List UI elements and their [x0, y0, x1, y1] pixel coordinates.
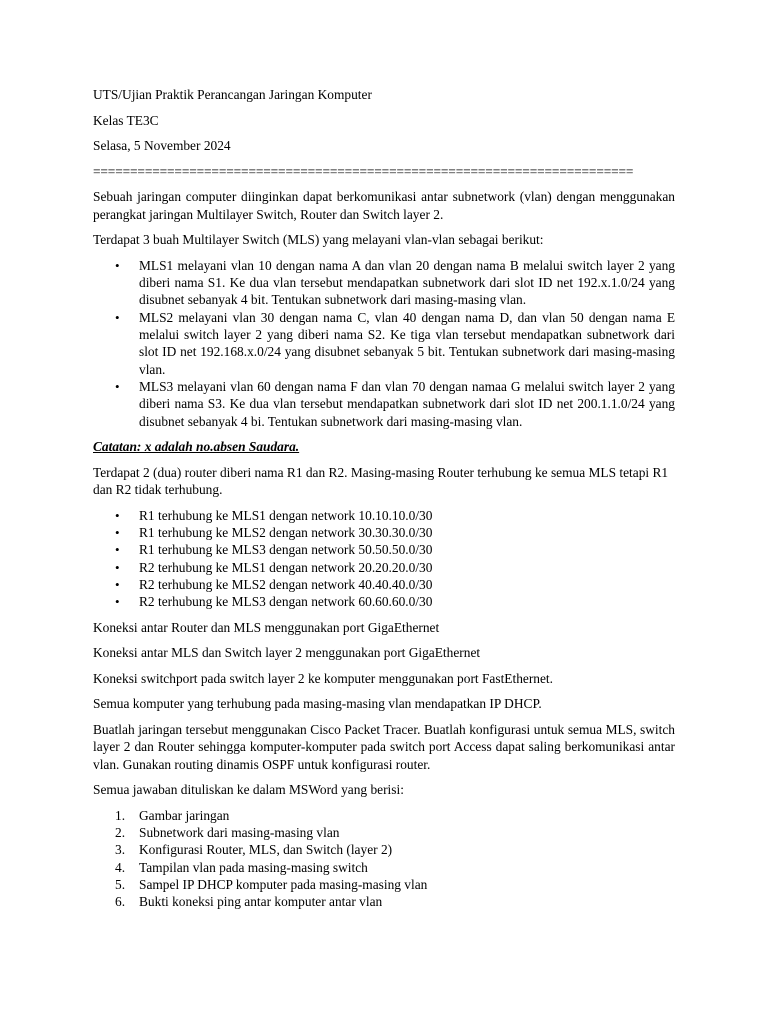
class-label: Kelas TE3C — [93, 112, 159, 128]
mls-list — [93, 257, 675, 430]
list-item — [93, 807, 675, 824]
bullet-icon: • — [115, 594, 120, 610]
list-item-text: Bukti koneksi ping antar komputer antar vlan — [139, 894, 383, 910]
list-number: 5. — [115, 877, 126, 893]
list-number: 4. — [115, 859, 126, 875]
list-item — [93, 859, 675, 876]
bullet-icon: • — [115, 507, 120, 523]
document-title: UTS/Ujian Praktik Perancangan Jaringan Komputer — [93, 87, 372, 102]
list-item — [93, 541, 675, 558]
list-number: 2. — [115, 825, 126, 841]
list-item — [93, 876, 675, 893]
list-item-text: Subnetwork dari masing-masing vlan — [139, 825, 340, 841]
list-item — [93, 378, 675, 430]
list-item — [93, 824, 675, 841]
list-item — [93, 507, 675, 524]
mls-intro-paragraph: Terdapat 3 buah Multilayer Switch (MLS) yang melayani vlan-vlan sebagai berikut: — [93, 232, 544, 248]
dhcp-paragraph: Semua komputer yang terhubung pada masing-masing vlan mendapatkan IP DHCP. — [93, 696, 542, 712]
list-item-text: MLS3 melayani vlan 60 dengan nama F dan vlan 70 dengan namaa G melalui switch layer 2 yang diberi nama S3. Ke dua vlan tersebut mendapatkan subnetwork dari slot ID net 200.1.1.0/24 yang disubnet sebanyak 4 bi. Tentukan subnetwork dari masing-masing vlan. — [139, 378, 675, 429]
list-item-text: Sampel IP DHCP komputer pada masing-masing vlan — [139, 877, 428, 893]
bullet-icon: • — [115, 559, 120, 575]
list-item-text: MLS2 melayani vlan 30 dengan nama C, vlan 40 dengan nama D, dan vlan 50 dengan nama E melalui switch layer 2 yang diberi nama S2. Ke tiga vlan tersebut mendapatkan subnetwork dari slot ID net 192.168.x.0/24 yang disubnet sebanyak 5 bit. Tentukan subnetwork dari masing-masing vlan. — [139, 309, 675, 377]
router-intro-paragraph: Terdapat 2 (dua) router diberi nama R1 dan R2. Masing-masing Router terhubung ke semua MLS tetapi R1 dan R2 tidak terhubung. — [93, 464, 669, 498]
bullet-icon: • — [115, 309, 120, 325]
list-item-text: MLS1 melayani vlan 10 dengan nama A dan vlan 20 dengan nama B melalui switch layer 2 yang diberi nama S1. Ke dua vlan tersebut mendapatkan subnetwork dari slot ID net 192.x.1.0/24 yang disubnet sebanyak 4 bit. Tentukan subnetwork dari masing-masing vlan. — [139, 257, 675, 308]
answers-list — [93, 807, 675, 911]
bullet-icon: • — [115, 524, 120, 540]
list-item — [93, 576, 675, 593]
list-item — [93, 841, 675, 858]
list-item-text: Tampilan vlan pada masing-masing switch — [139, 859, 368, 875]
list-number: 6. — [115, 894, 126, 910]
list-item — [93, 309, 675, 378]
list-item-text: R2 terhubung ke MLS3 dengan network 60.60.60.0/30 — [139, 594, 433, 610]
list-item — [93, 593, 675, 610]
separator-line: ========================================================================= — [93, 163, 634, 179]
list-item-text: R1 terhubung ke MLS2 dengan network 30.30.30.0/30 — [139, 524, 433, 540]
list-item-text: Gambar jaringan — [139, 807, 230, 823]
list-item — [93, 524, 675, 541]
list-item-text: R1 terhubung ke MLS3 dengan network 50.50.50.0/30 — [139, 542, 433, 558]
instructions-paragraph: Buatlah jaringan tersebut menggunakan Cisco Packet Tracer. Buatlah konfigurasi untuk semua MLS, switch layer 2 dan Router sehingga komputer-komputer pada switch port Access dapat saling berkomunikasi antar vlan. Gunakan routing dinamis OSPF untuk konfigurasi router. — [93, 722, 675, 772]
switchport-connection: Koneksi switchport pada switch layer 2 ke komputer menggunakan port FastEthernet. — [93, 670, 554, 686]
exam-date: Selasa, 5 November 2024 — [93, 138, 231, 154]
list-item — [93, 257, 675, 309]
list-number: 1. — [115, 807, 126, 823]
bullet-icon: • — [115, 257, 120, 273]
list-item — [93, 559, 675, 576]
list-item-text: R2 terhubung ke MLS1 dengan network 20.20.20.0/30 — [139, 559, 433, 575]
bullet-icon: • — [115, 378, 120, 394]
list-item-text: R1 terhubung ke MLS1 dengan network 10.10.10.0/30 — [139, 507, 433, 523]
bullet-icon: • — [115, 542, 120, 558]
mls-switch-connection: Koneksi antar MLS dan Switch layer 2 menggunakan port GigaEthernet — [93, 645, 481, 661]
intro-paragraph: Sebuah jaringan computer diinginkan dapat berkomunikasi antar subnetwork (vlan) dengan menggunakan perangkat jaringan Multilayer Switch, Router dan Switch layer 2. — [93, 189, 675, 222]
list-item-text: R2 terhubung ke MLS2 dengan network 40.40.40.0/30 — [139, 576, 433, 592]
bullet-icon: • — [115, 576, 120, 592]
list-number: 3. — [115, 842, 126, 858]
document-page — [93, 86, 675, 911]
list-item-text: Konfigurasi Router, MLS, dan Switch (layer 2) — [139, 842, 393, 858]
list-item — [93, 893, 675, 910]
note-text: Catatan: x adalah no.absen Saudara. — [93, 439, 300, 455]
router-links-list — [93, 507, 675, 611]
answers-intro: Semua jawaban dituliskan ke dalam MSWord yang berisi: — [93, 782, 404, 798]
router-mls-connection: Koneksi antar Router dan MLS menggunakan port GigaEthernet — [93, 619, 440, 635]
